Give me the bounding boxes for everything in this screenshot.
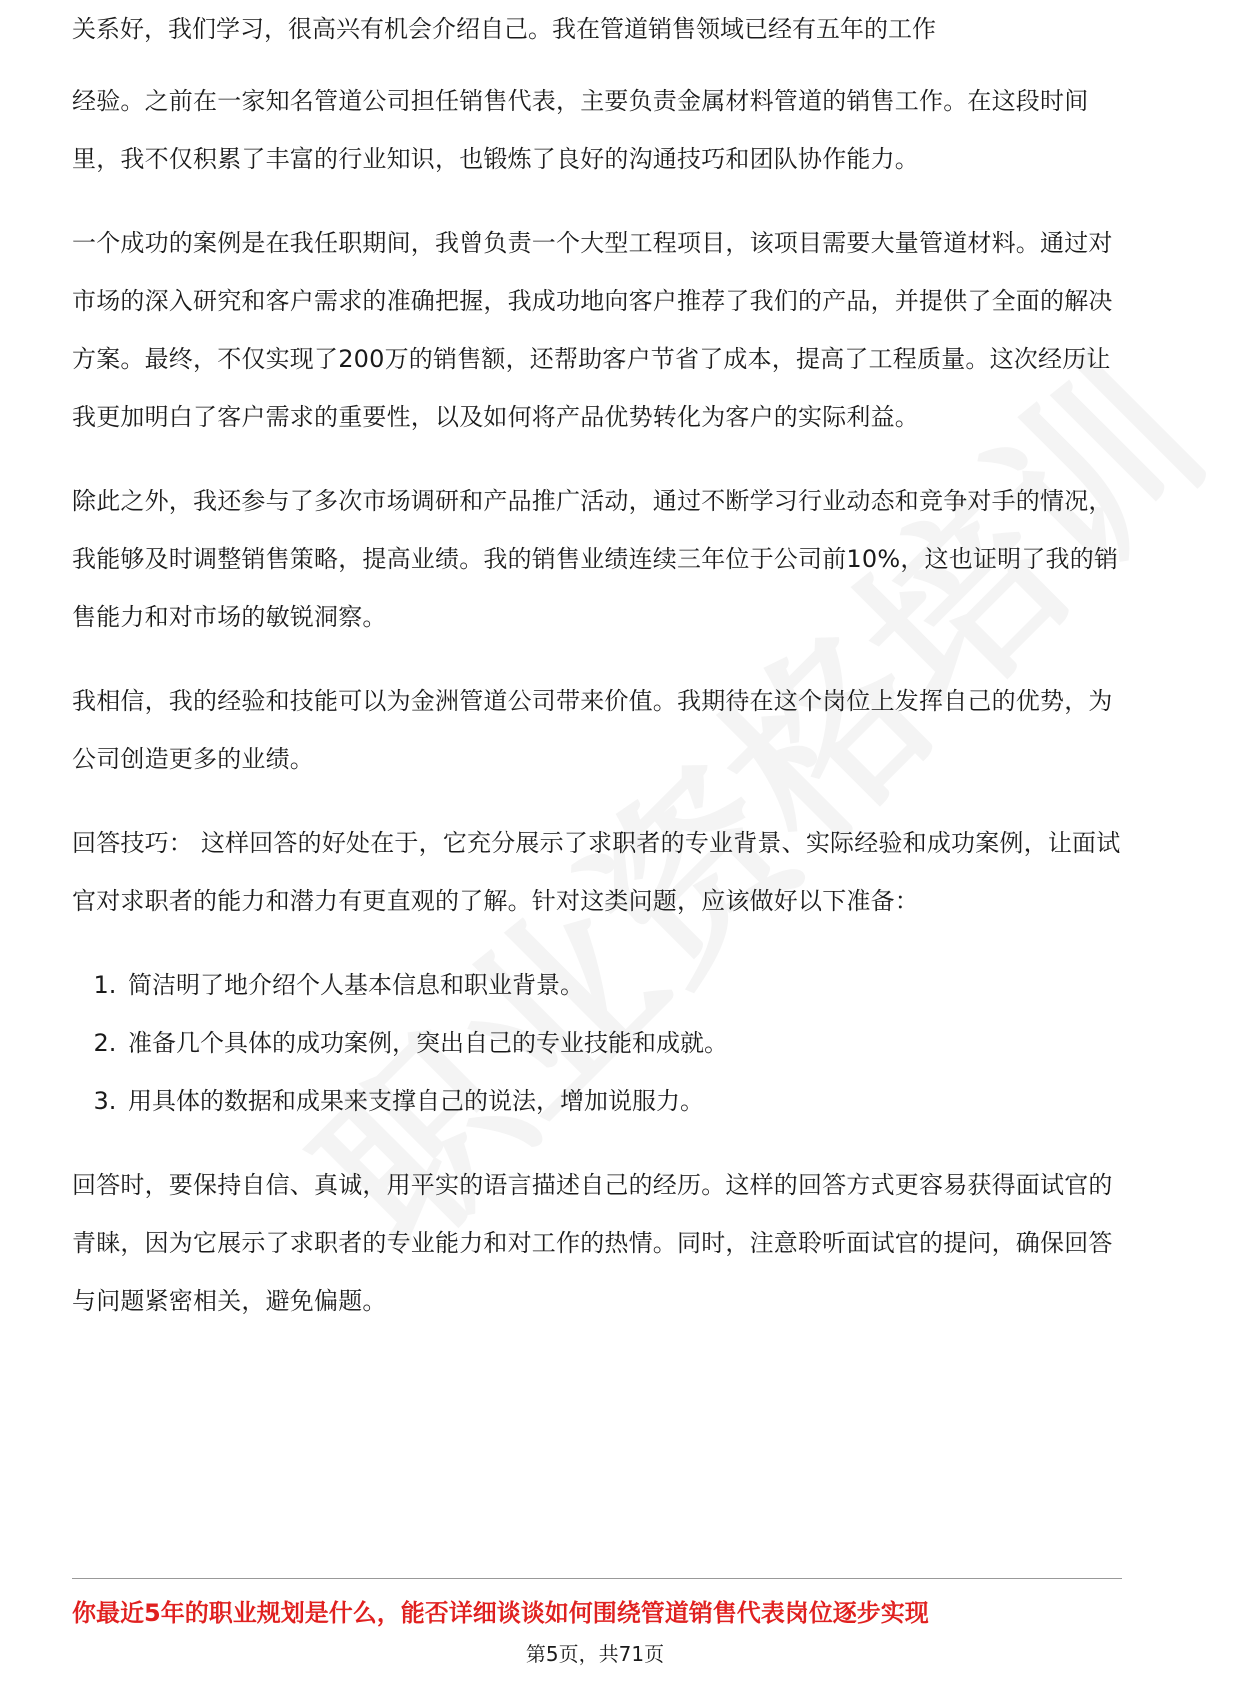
divider [72,1578,1122,1579]
paragraph-closing: 回答时，要保持自信、真诚，用平实的语言描述自己的经历。这样的回答方式更容易获得面试官的青睐，因为它展示了求职者的专业能力和对工作的热情。同时，注意聆听面试官的提问，确保回答与问题紧密相关，避免偏题。 [72,1171,1113,1315]
cutoff-text-line [72,0,1122,43]
next-question-heading: 你最近5年的职业规划是什么，能否详细谈谈如何围绕管道销售代表岗位逐步实现 [72,1599,929,1627]
tips-list [72,956,1132,1130]
paragraph-belief: 我相信，我的经验和技能可以为金洲管道公司带来价值。我期待在这个岗位上发挥自己的优势，为公司创造更多的业绩。 [72,687,1113,773]
list-item: 2. 准备几个具体的成功案例，突出自己的专业技能和成就。 [124,1014,1132,1072]
paragraph-success-case: 一个成功的案例是在我任职期间，我曾负责一个大型工程项目，该项目需要大量管道材料。通过对市场的深入研究和客户需求的准确把握，我成功地向客户推荐了我们的产品，并提供了全面的解决方案。最终，不仅实现了200万的销售额，还帮助客户节省了成本，提高了工程质量。这次经历让我更加明白了客户需求的重要性，以及如何将产品优势转化为客户的实际利益。 [72,229,1113,431]
list-item: 3. 用具体的数据和成果来支撑自己的说法，增加说服力。 [124,1072,1132,1130]
list-item: 1. 简洁明了地介绍个人基本信息和职业背景。 [124,956,1132,1014]
answer-body [72,72,1132,1356]
paragraph-answer-tips: 回答技巧： 这样回答的好处在于，它充分展示了求职者的专业背景、实际经验和成功案例，让面试官对求职者的能力和潜力有更直观的了解。针对这类问题，应该做好以下准备： [72,829,1121,915]
cutoff-text: 关系好，我们学习，很高兴有机会介绍自己。我在管道销售领域已经有五年的工作 [72,15,936,43]
page-number: 第5页，共71页 [525,1642,665,1666]
paragraph-experience: 经验。之前在一家知名管道公司担任销售代表，主要负责金属材料管道的销售工作。在这段时间里，我不仅积累了丰富的行业知识，也锻炼了良好的沟通技巧和团队协作能力。 [72,87,1089,173]
paragraph-additional: 除此之外，我还参与了多次市场调研和产品推广活动，通过不断学习行业动态和竞争对手的情况，我能够及时调整销售策略，提高业绩。我的销售业绩连续三年位于公司前10%，这也证明了我的销售能力和对市场的敏锐洞察。 [72,487,1119,631]
